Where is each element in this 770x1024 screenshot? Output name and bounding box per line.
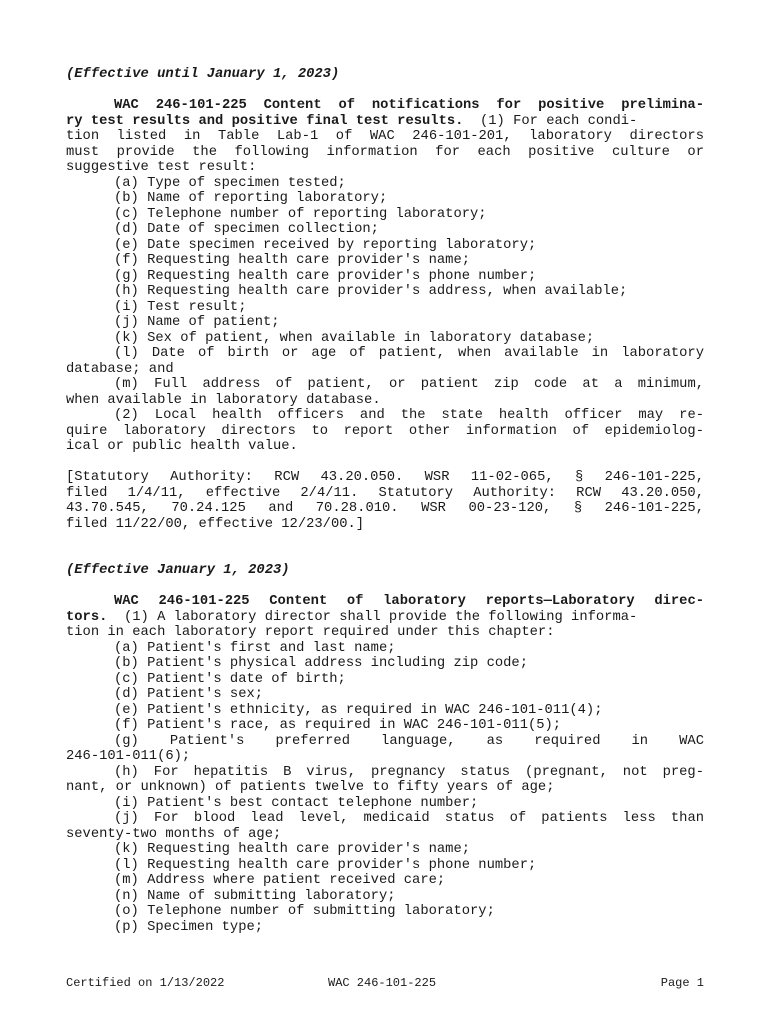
body-line: tion in each laboratory report required under this chapter: bbox=[66, 625, 555, 640]
list-item: (p) Specimen type; bbox=[114, 919, 264, 935]
list-item: (k) Requesting health care provider's name; bbox=[114, 842, 471, 857]
list-item: (j) Name of patient; bbox=[114, 315, 280, 330]
list-item: (a) Patient's first and last name; bbox=[114, 640, 396, 656]
list-item: (g) Requesting health care provider's phone number; bbox=[114, 268, 537, 284]
list-item: (n) Name of submitting laboratory; bbox=[114, 888, 396, 904]
list-item-cont: seventy-two months of age; bbox=[66, 826, 282, 842]
list-item: (b) Name of reporting laboratory; bbox=[114, 191, 388, 206]
list-item: (g) Patient's preferred language, as required in WAC bbox=[114, 733, 704, 749]
list-item-cont: database; and bbox=[66, 361, 174, 377]
list-item: (f) Patient's race, as required in WAC 246-101-011(5); bbox=[114, 718, 562, 733]
body-line: (1) For each condi- bbox=[463, 113, 638, 129]
section-heading-1: WAC 246-101-225 Content of notifications for positive prelimina- bbox=[114, 98, 704, 113]
section-heading-1-cont bbox=[66, 114, 704, 130]
page-number: Page 1 bbox=[660, 976, 704, 990]
spacer bbox=[66, 548, 704, 564]
page-footer bbox=[66, 975, 704, 991]
heading-1-line2: ry test results and positive final test results. bbox=[66, 113, 464, 129]
list-item-cont: 246-101-011(6); bbox=[66, 749, 191, 764]
list-item: (h) For hepatitis B virus, pregnancy status (pregnant, not preg- bbox=[114, 764, 704, 780]
list-item-cont: nant, or unknown) of patients twelve to fifty years of age; bbox=[66, 780, 555, 795]
list-item: (c) Patient's date of birth; bbox=[114, 671, 346, 687]
history-line: [Statutory Authority: RCW 43.20.050. WSR 11-02-065, § 246-101-225, bbox=[66, 470, 704, 485]
spacer bbox=[66, 532, 704, 548]
body-line: suggestive test result: bbox=[66, 160, 257, 175]
effective-note-2: (Effective January 1, 2023) bbox=[66, 563, 290, 578]
history-line: filed 11/22/00, effective 12/23/00.] bbox=[66, 516, 365, 532]
history-line: filed 1/4/11, effective 2/4/11. Statutory Authority: RCW 43.20.050, bbox=[66, 485, 704, 501]
list-item: (h) Requesting health care provider's address, when available; bbox=[114, 284, 628, 299]
section-heading-2-cont bbox=[66, 610, 704, 626]
list-item: (c) Telephone number of reporting laboratory; bbox=[114, 206, 487, 222]
list-item: (f) Requesting health care provider's name; bbox=[114, 253, 471, 268]
list-item: (m) Address where patient received care; bbox=[114, 873, 446, 888]
document-page bbox=[66, 67, 704, 935]
footer-citation: WAC 246-101-225 bbox=[328, 976, 437, 990]
spacer bbox=[66, 455, 704, 471]
list-item: (d) Date of specimen collection; bbox=[114, 222, 379, 237]
body-line: (2) Local health officers and the state health officer may re- bbox=[114, 408, 704, 423]
list-item-cont: when available in laboratory database. bbox=[66, 392, 381, 408]
list-item: (b) Patient's physical address including zip code; bbox=[114, 656, 528, 671]
history-line: 43.70.545, 70.24.125 and 70.28.010. WSR 00-23-120, § 246-101-225, bbox=[66, 501, 704, 516]
certified-date: Certified on 1/13/2022 bbox=[66, 976, 225, 990]
heading-2-line2: tors. bbox=[66, 609, 108, 625]
body-line: (1) A laboratory director shall provide the following informa- bbox=[107, 609, 638, 625]
list-item: (i) Test result; bbox=[114, 299, 247, 315]
list-item: (l) Requesting health care provider's phone number; bbox=[114, 857, 537, 873]
body-line: ical or public health value. bbox=[66, 439, 298, 454]
list-item: (o) Telephone number of submitting laboratory; bbox=[114, 904, 495, 919]
list-item: (d) Patient's sex; bbox=[114, 687, 264, 702]
list-item: (l) Date of birth or age of patient, when available in laboratory bbox=[114, 346, 704, 361]
list-item: (j) For blood lead level, medicaid status of patients less than bbox=[114, 811, 704, 826]
list-item: (k) Sex of patient, when available in laboratory database; bbox=[114, 330, 595, 346]
list-item: (e) Patient's ethnicity, as required in WAC 246-101-011(4); bbox=[114, 702, 603, 718]
spacer bbox=[66, 579, 704, 595]
list-item: (a) Type of specimen tested; bbox=[114, 175, 346, 191]
list-item: (i) Patient's best contact telephone number; bbox=[114, 795, 479, 811]
list-item: (e) Date specimen received by reporting laboratory; bbox=[114, 237, 537, 253]
body-line: tion listed in Table Lab-1 of WAC 246-101-201, laboratory directors bbox=[66, 129, 704, 144]
effective-note-1: (Effective until January 1, 2023) bbox=[66, 67, 340, 82]
section-heading-2: WAC 246-101-225 Content of laboratory reports—Laboratory direc- bbox=[114, 594, 704, 609]
body-line: quire laboratory directors to report other information of epidemiolog- bbox=[66, 423, 704, 439]
list-item: (m) Full address of patient, or patient zip code at a minimum, bbox=[114, 377, 704, 392]
spacer bbox=[66, 83, 704, 99]
body-line: must provide the following information for each positive culture or bbox=[66, 144, 704, 160]
